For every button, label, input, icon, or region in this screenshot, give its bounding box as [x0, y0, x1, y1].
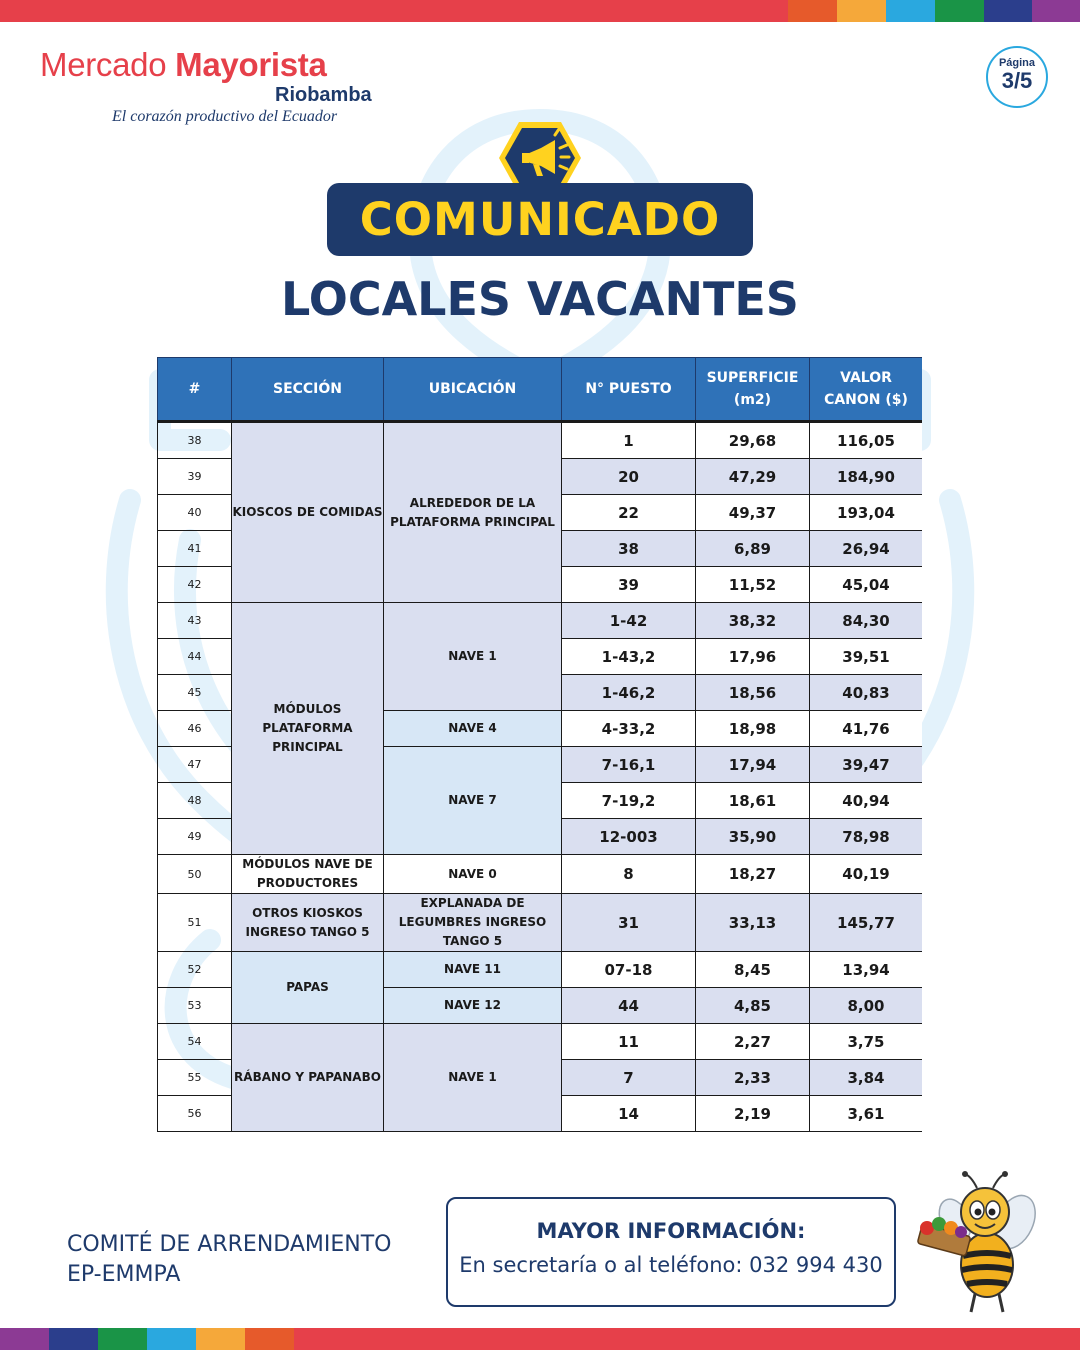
location-cell: NAVE 1 [384, 1024, 562, 1132]
vacancies-table-container [157, 357, 922, 1140]
page-number: 3/5 [1001, 68, 1033, 93]
valor-cell: 3,84 [810, 1060, 923, 1096]
puesto-cell: 22 [562, 495, 696, 531]
superficie-cell: 2,27 [696, 1024, 810, 1060]
bottom-color-stripe [0, 1328, 1080, 1350]
valor-cell: 78,98 [810, 819, 923, 855]
more-info-box [446, 1197, 896, 1307]
puesto-cell: 7 [562, 1060, 696, 1096]
superficie-cell: 17,96 [696, 639, 810, 675]
valor-cell: 3,75 [810, 1024, 923, 1060]
section-cell: RÁBANO Y PAPANABO [232, 1024, 384, 1132]
table-row [158, 952, 923, 988]
puesto-cell: 38 [562, 531, 696, 567]
row-number: 55 [158, 1060, 232, 1096]
header-number: # [158, 358, 232, 422]
valor-cell: 40,94 [810, 783, 923, 819]
comunicado-banner [327, 183, 753, 256]
header-puesto: N° PUESTO [562, 358, 696, 422]
puesto-cell: 7-16,1 [562, 747, 696, 783]
location-cell: NAVE 1 [384, 603, 562, 711]
valor-cell: 8,00 [810, 988, 923, 1024]
valor-cell: 39,51 [810, 639, 923, 675]
row-number: 50 [158, 855, 232, 894]
superficie-cell: 35,90 [696, 819, 810, 855]
puesto-cell: 39 [562, 567, 696, 603]
page-label: Página [998, 57, 1036, 69]
location-cell: NAVE 12 [384, 988, 562, 1024]
puesto-cell: 12-003 [562, 819, 696, 855]
header-valor-canon: VALOR CANON ($) [810, 358, 923, 422]
puesto-cell: 44 [562, 988, 696, 1024]
committee-line-2: EP-EMMPA [67, 1262, 181, 1287]
section-cell: MÓDULOS NAVE DE PRODUCTORES [232, 855, 384, 894]
brand-logo [40, 46, 400, 130]
valor-cell: 40,19 [810, 855, 923, 894]
superficie-cell: 38,32 [696, 603, 810, 639]
puesto-cell: 1-42 [562, 603, 696, 639]
row-number: 43 [158, 603, 232, 639]
header-superficie: SUPERFICIE (m2) [696, 358, 810, 422]
valor-cell: 184,90 [810, 459, 923, 495]
valor-cell: 40,83 [810, 675, 923, 711]
row-number: 39 [158, 459, 232, 495]
section-cell: KIOSCOS DE COMIDAS [232, 422, 384, 603]
logo-mercado-mayorista: Mercado Mayorista [40, 46, 327, 83]
superficie-cell: 8,45 [696, 952, 810, 988]
valor-cell: 84,30 [810, 603, 923, 639]
puesto-cell: 4-33,2 [562, 711, 696, 747]
row-number: 52 [158, 952, 232, 988]
committee-line-1: COMITÉ DE ARRENDAMIENTO [67, 1232, 392, 1257]
top-color-stripe [0, 0, 1080, 22]
table-row [158, 1024, 923, 1060]
valor-cell: 145,77 [810, 894, 923, 952]
committee-signature [67, 1230, 391, 1290]
valor-cell: 116,05 [810, 422, 923, 459]
row-number: 53 [158, 988, 232, 1024]
row-number: 44 [158, 639, 232, 675]
puesto-cell: 07-18 [562, 952, 696, 988]
superficie-cell: 18,61 [696, 783, 810, 819]
location-cell: ALREDEDOR DE LA PLATAFORMA PRINCIPAL [384, 422, 562, 603]
superficie-cell: 17,94 [696, 747, 810, 783]
vacancies-table [157, 357, 922, 1132]
table-header-row [158, 358, 923, 422]
valor-cell: 26,94 [810, 531, 923, 567]
row-number: 41 [158, 531, 232, 567]
row-number: 45 [158, 675, 232, 711]
superficie-cell: 2,19 [696, 1096, 810, 1132]
row-number: 49 [158, 819, 232, 855]
valor-cell: 45,04 [810, 567, 923, 603]
row-number: 51 [158, 894, 232, 952]
info-title: MAYOR INFORMACIÓN: [536, 1219, 806, 1243]
superficie-cell: 18,56 [696, 675, 810, 711]
location-cell: EXPLANADA DE LEGUMBRES INGRESO TANGO 5 [384, 894, 562, 952]
header-ubicacion: UBICACIÓN [384, 358, 562, 422]
page-number-badge [986, 46, 1048, 108]
superficie-cell: 2,33 [696, 1060, 810, 1096]
superficie-cell: 6,89 [696, 531, 810, 567]
table-row [158, 855, 923, 894]
superficie-cell: 18,98 [696, 711, 810, 747]
table-row [158, 894, 923, 952]
row-number: 38 [158, 422, 232, 459]
row-number: 40 [158, 495, 232, 531]
puesto-cell: 8 [562, 855, 696, 894]
superficie-cell: 18,27 [696, 855, 810, 894]
header-seccion: SECCIÓN [232, 358, 384, 422]
logo-riobamba: Riobamba [275, 84, 372, 106]
puesto-cell: 11 [562, 1024, 696, 1060]
location-cell: NAVE 4 [384, 711, 562, 747]
section-cell: MÓDULOS PLATAFORMA PRINCIPAL [232, 603, 384, 855]
superficie-cell: 29,68 [696, 422, 810, 459]
valor-cell: 193,04 [810, 495, 923, 531]
puesto-cell: 1 [562, 422, 696, 459]
location-cell: NAVE 7 [384, 747, 562, 855]
row-number: 54 [158, 1024, 232, 1060]
section-cell: PAPAS [232, 952, 384, 1024]
valor-cell: 39,47 [810, 747, 923, 783]
row-number: 47 [158, 747, 232, 783]
banner-title: COMUNICADO [359, 193, 721, 246]
section-cell: OTROS KIOSKOS INGRESO TANGO 5 [232, 894, 384, 952]
valor-cell: 41,76 [810, 711, 923, 747]
table-row [158, 603, 923, 639]
bee-mascot-icon [915, 1170, 1040, 1318]
puesto-cell: 1-46,2 [562, 675, 696, 711]
puesto-cell: 14 [562, 1096, 696, 1132]
puesto-cell: 1-43,2 [562, 639, 696, 675]
superficie-cell: 4,85 [696, 988, 810, 1024]
superficie-cell: 33,13 [696, 894, 810, 952]
superficie-cell: 49,37 [696, 495, 810, 531]
row-number: 46 [158, 711, 232, 747]
row-number: 42 [158, 567, 232, 603]
superficie-cell: 11,52 [696, 567, 810, 603]
superficie-cell: 47,29 [696, 459, 810, 495]
valor-cell: 3,61 [810, 1096, 923, 1132]
row-number: 56 [158, 1096, 232, 1132]
valor-cell: 13,94 [810, 952, 923, 988]
location-cell: NAVE 11 [384, 952, 562, 988]
logo-tagline: El corazón productivo del Ecuador [112, 108, 338, 125]
page-title: LOCALES VACANTES [281, 272, 799, 326]
info-phone-text: En secretaría o al teléfono: 032 994 430 [459, 1253, 883, 1277]
row-number: 48 [158, 783, 232, 819]
table-row [158, 422, 923, 459]
location-cell: NAVE 0 [384, 855, 562, 894]
puesto-cell: 31 [562, 894, 696, 952]
puesto-cell: 20 [562, 459, 696, 495]
puesto-cell: 7-19,2 [562, 783, 696, 819]
